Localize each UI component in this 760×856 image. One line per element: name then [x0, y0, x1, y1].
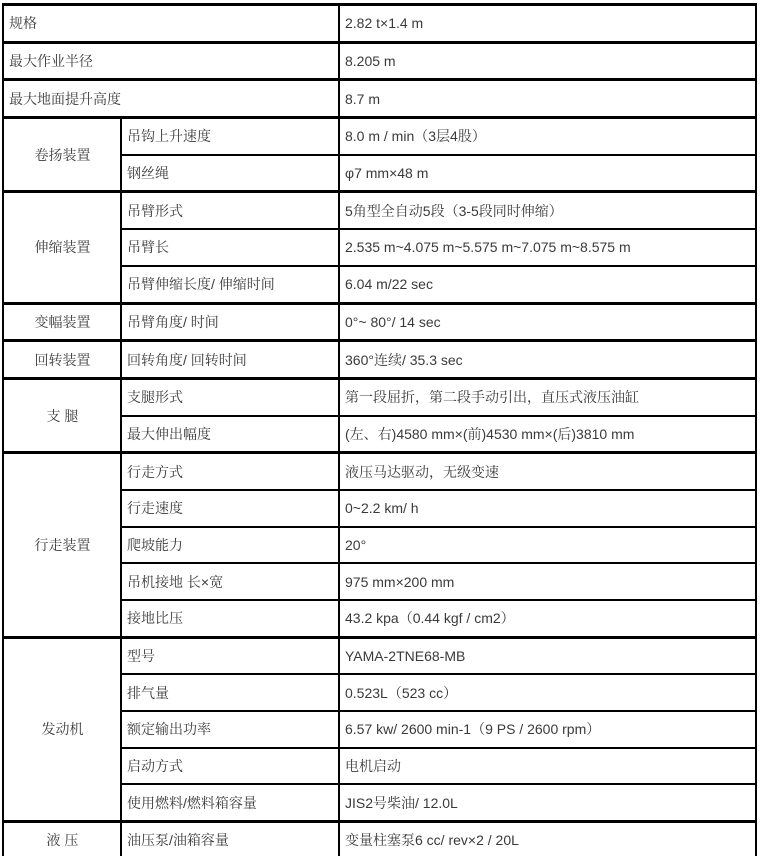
param-cell: 回转角度/ 回转时间	[121, 341, 339, 379]
table-row	[3, 341, 756, 379]
value-cell: 8.205 m	[339, 42, 756, 80]
category-cell: 行走装置	[3, 453, 121, 637]
param-cell: 接地比压	[121, 600, 339, 637]
category-cell: 最大作业半径	[3, 42, 339, 80]
param-cell: 油压泵/油箱容量	[121, 822, 339, 856]
value-cell: (左、右)4580 mm×(前)4530 mm×(后)3810 mm	[339, 416, 756, 453]
value-cell: 8.7 m	[339, 80, 756, 118]
value-cell: φ7 mm×48 m	[339, 155, 756, 192]
table-row	[3, 192, 756, 229]
table-row	[3, 5, 756, 43]
param-cell: 吊臂角度/ 时间	[121, 303, 339, 341]
table-row	[3, 303, 756, 341]
table-row	[3, 80, 756, 118]
value-cell: 2.82 t×1.4 m	[339, 5, 756, 43]
category-cell: 卷扬装置	[3, 118, 121, 192]
param-cell: 钢丝绳	[121, 155, 339, 192]
category-cell: 液 压	[3, 822, 121, 856]
spec-table	[2, 3, 757, 856]
value-cell: 975 mm×200 mm	[339, 563, 756, 600]
table-row	[3, 453, 756, 490]
param-cell: 行走方式	[121, 453, 339, 490]
category-cell: 回转装置	[3, 341, 121, 379]
param-cell: 行走速度	[121, 490, 339, 527]
value-cell: 电机启动	[339, 748, 756, 785]
category-cell: 最大地面提升高度	[3, 80, 339, 118]
value-cell: 6.57 kw/ 2600 min-1（9 PS / 2600 rpm）	[339, 711, 756, 748]
value-cell: 5角型全自动5段（3-5段同时伸缩）	[339, 192, 756, 229]
param-cell: 最大伸出幅度	[121, 416, 339, 453]
value-cell: 第一段屈折，第二段手动引出，直压式液压油缸	[339, 378, 756, 415]
category-cell: 支 腿	[3, 378, 121, 452]
value-cell: 液压马达驱动，无级变速	[339, 453, 756, 490]
table-row	[3, 378, 756, 415]
param-cell: 吊臂伸缩长度/ 伸缩时间	[121, 266, 339, 303]
value-cell: 8.0 m / min（3层4股）	[339, 118, 756, 155]
value-cell: 0°~ 80°/ 14 sec	[339, 303, 756, 341]
value-cell: 360°连续/ 35.3 sec	[339, 341, 756, 379]
value-cell: 变量柱塞泵6 cc/ rev×2 / 20L	[339, 822, 756, 856]
table-row	[3, 118, 756, 155]
value-cell: 43.2 kpa（0.44 kgf / cm2）	[339, 600, 756, 637]
value-cell: 2.535 m~4.075 m~5.575 m~7.075 m~8.575 m	[339, 229, 756, 266]
param-cell: 吊机接地 长×宽	[121, 563, 339, 600]
table-row	[3, 637, 756, 674]
value-cell: YAMA-2TNE68-MB	[339, 637, 756, 674]
value-cell: 0~2.2 km/ h	[339, 490, 756, 527]
value-cell: 6.04 m/22 sec	[339, 266, 756, 303]
value-cell: 20°	[339, 527, 756, 564]
category-cell: 规格	[3, 5, 339, 43]
param-cell: 型号	[121, 637, 339, 674]
category-cell: 伸缩装置	[3, 192, 121, 303]
param-cell: 爬坡能力	[121, 527, 339, 564]
param-cell: 吊臂长	[121, 229, 339, 266]
param-cell: 排气量	[121, 674, 339, 711]
param-cell: 吊钩上升速度	[121, 118, 339, 155]
category-cell: 发动机	[3, 637, 121, 821]
param-cell: 吊臂形式	[121, 192, 339, 229]
param-cell: 启动方式	[121, 748, 339, 785]
table-row	[3, 822, 756, 856]
value-cell: 0.523L（523 cc）	[339, 674, 756, 711]
table-row	[3, 42, 756, 80]
param-cell: 额定输出功率	[121, 711, 339, 748]
param-cell: 支腿形式	[121, 378, 339, 415]
category-cell: 变幅装置	[3, 303, 121, 341]
param-cell: 使用燃料/燃料箱容量	[121, 784, 339, 821]
value-cell: JIS2号柴油/ 12.0L	[339, 784, 756, 821]
